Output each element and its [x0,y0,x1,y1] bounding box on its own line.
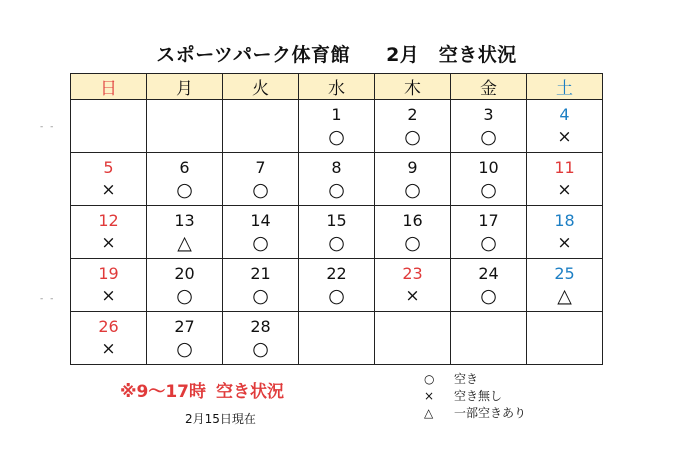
availability-triangle-icon: △ [177,232,192,254]
calendar-day-cell [71,153,147,206]
triangle-icon: △ [424,405,434,420]
calendar-day-cell [223,259,299,312]
legend-item [424,404,526,421]
day-number: 20 [174,264,195,283]
day-number: 27 [174,317,195,336]
availability-cross-icon: × [557,127,572,147]
calendar-week-row [71,100,603,153]
day-number: 15 [326,211,347,230]
facility-name: スポーツパーク体育館 [156,44,351,66]
scan-mark: - - [40,122,56,132]
availability-circle-icon: ○ [252,285,269,307]
day-number: 22 [326,264,347,283]
day-number: 9 [407,158,418,177]
hours-note-text: 空き状況 [216,382,285,402]
availability-circle-icon: ○ [176,285,193,307]
calendar-day-cell [375,100,451,153]
calendar-empty-cell [223,100,299,153]
day-number: 23 [402,264,423,283]
day-number: 17 [478,211,499,230]
calendar-week-row [71,206,603,259]
availability-cross-icon: × [101,233,116,253]
availability-circle-icon: ○ [176,179,193,201]
day-number: 11 [554,158,575,177]
availability-circle-icon: ○ [404,126,421,148]
calendar-empty-cell [375,312,451,365]
calendar-day-cell [451,259,527,312]
calendar-day-cell [147,206,223,259]
day-number: 4 [559,105,570,124]
availability-circle-icon: ○ [328,179,345,201]
availability-cross-icon: × [405,286,420,306]
calendar-day-cell [71,259,147,312]
calendar-empty-cell [451,312,527,365]
circle-icon: ○ [424,371,435,386]
day-number: 5 [103,158,114,177]
availability-circle-icon: ○ [176,338,193,360]
availability-circle-icon: ○ [252,338,269,360]
availability-circle-icon: ○ [480,232,497,254]
calendar-empty-cell [147,100,223,153]
calendar-day-cell [299,259,375,312]
legend-label: 空き無し [454,389,503,403]
calendar-day-cell [71,206,147,259]
calendar-day-cell [223,312,299,365]
calendar-day-cell [223,206,299,259]
day-number: 26 [98,317,119,336]
availability-circle-icon: ○ [252,232,269,254]
weekday-header-tue: 火 [223,74,299,100]
availability-cross-icon: × [557,180,572,200]
calendar-week-row [71,312,603,365]
availability-circle-icon: ○ [480,285,497,307]
day-number: 12 [98,211,119,230]
availability-circle-icon: ○ [404,179,421,201]
calendar-day-cell [299,153,375,206]
calendar-empty-cell [71,100,147,153]
availability-circle-icon: ○ [328,126,345,148]
day-number: 8 [331,158,342,177]
as-of-date: 2月15日現在 [185,412,256,426]
day-number: 16 [402,211,423,230]
cross-icon: × [424,388,435,403]
legend-item [424,370,526,387]
hours-note-range: ※9～17時 [120,382,207,402]
calendar-day-cell [375,153,451,206]
calendar-week-row [71,259,603,312]
availability-circle-icon: ○ [328,232,345,254]
day-number: 24 [478,264,499,283]
availability-circle-icon: ○ [252,179,269,201]
day-number: 28 [250,317,271,336]
page-title [0,40,673,67]
weekday-header-thu: 木 [375,74,451,100]
availability-cross-icon: × [101,286,116,306]
calendar-week-row [71,153,603,206]
availability-circle-icon: ○ [404,232,421,254]
scan-mark: - - [40,294,56,304]
calendar-day-cell [527,206,603,259]
calendar-day-cell [527,100,603,153]
weekday-header-sat: 土 [527,74,603,100]
availability-calendar [70,73,603,365]
weekday-header-sun: 日 [71,74,147,100]
availability-triangle-icon: △ [557,285,572,307]
day-number: 25 [554,264,575,283]
weekday-header-row [71,74,603,100]
legend-label: 一部空きあり [454,406,527,420]
availability-circle-icon: ○ [480,179,497,201]
calendar-day-cell [451,206,527,259]
availability-cross-icon: × [101,180,116,200]
calendar-empty-cell [527,312,603,365]
day-number: 19 [98,264,119,283]
day-number: 6 [179,158,190,177]
calendar-day-cell [375,259,451,312]
month-status: 2月 空き状況 [386,44,517,66]
weekday-header-wed: 水 [299,74,375,100]
legend [424,370,526,421]
calendar-day-cell [147,312,223,365]
availability-cross-icon: × [101,339,116,359]
hours-note [120,377,284,402]
availability-circle-icon: ○ [480,126,497,148]
calendar-day-cell [223,153,299,206]
legend-item [424,387,526,404]
day-number: 21 [250,264,271,283]
availability-circle-icon: ○ [328,285,345,307]
weekday-header-mon: 月 [147,74,223,100]
calendar-day-cell [147,259,223,312]
day-number: 2 [407,105,418,124]
calendar-day-cell [451,100,527,153]
calendar-day-cell [527,259,603,312]
day-number: 13 [174,211,195,230]
calendar-day-cell [527,153,603,206]
calendar-day-cell [147,153,223,206]
day-number: 1 [331,105,342,124]
legend-label: 空き [454,372,479,386]
calendar-day-cell [299,206,375,259]
day-number: 7 [255,158,266,177]
calendar-day-cell [451,153,527,206]
calendar-empty-cell [299,312,375,365]
day-number: 18 [554,211,575,230]
calendar-day-cell [299,100,375,153]
availability-cross-icon: × [557,233,572,253]
day-number: 10 [478,158,499,177]
day-number: 14 [250,211,271,230]
calendar-day-cell [71,312,147,365]
day-number: 3 [483,105,494,124]
weekday-header-fri: 金 [451,74,527,100]
calendar-day-cell [375,206,451,259]
